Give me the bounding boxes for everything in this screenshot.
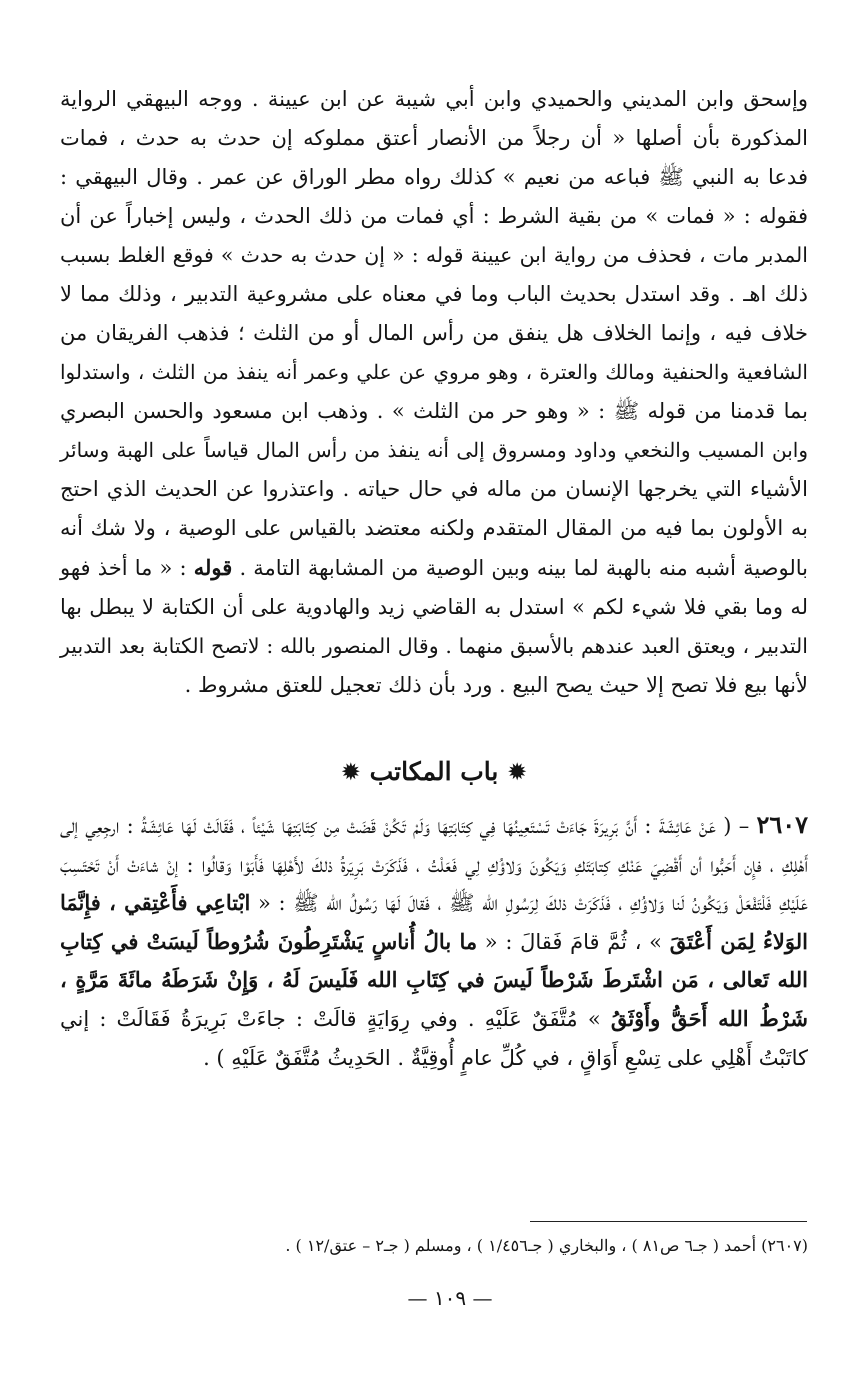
commentary-line: التدبير ، ويعتق العبد عندهم بالأسبق منهما . وقال المنصور بالله : لاتصح الكتابة بعد التدبير	[60, 634, 808, 658]
commentary-line: خلاف فيه ، وإنما الخلاف هل ينفق من رأس المال أو من الثلث ؛ فذهب الفريقان من	[60, 321, 808, 345]
prophetic-saying: ما بالُ أُناسٍ يَشْتَرِطُونَ شُرُوطاً لَيسَتْ في كِتابِ الله تَعالى ، مَن اشْتَرطَ شَرْطاً لَيسَ في كِتَابِ الله فَلَيسَ لَهُ ، وَإِنْ شَرَطَهُ مائَةَ مَرَّةٍ ، شَرْطُ الله أَحَقُّ وأَوْثَقُ	[60, 928, 808, 1031]
chapter-title: باب المكاتب	[369, 757, 499, 786]
footnote-divider	[530, 1221, 807, 1222]
page-number: — ١٠٩ —	[407, 1286, 493, 1310]
qawluhu-label: قوله	[193, 555, 233, 580]
commentary-line: بما قدمنا من قوله ﷺ : « وهو حر من الثلث » . وذهب ابن مسعود والحسن البصري	[60, 399, 808, 423]
chapter-heading	[60, 752, 808, 792]
hadith-narration: » مُتَّفَقٌ عَلَيْهِ . وفي رِوَايَةٍ قالَتْ : جاءَتْ بَرِيرَةُ فَقَالَتْ : إني كاتَبْتُ أَهْلِي على تِسْعِ أَوَاقٍ ، في كُلِّ عامٍ أُوقِيَّةٌ . الحَدِيثُ مُتَّفَقٌ عَلَيْهِ ) .	[60, 1006, 808, 1070]
commentary-line: به الأولون بما فيه من المقال المتقدم ولكنه معتضد بالقياس على الوصية ، ولا شك أنه	[60, 516, 808, 540]
hadith-narration: ( عَنْ عَائِشَةَ : أَنَّ بَرِيرَةَ جَاءَتْ تَسْتَعِينُهَا فِي كِتَابَتِهَا وَلَمْ تَكُنْ قَضَتْ مِن كِتَابَتِهَا شَيْئاً ، فَقَالَتْ لَهَا عَائِشَةُ : ارجِعِي إلى أَهْلِكِ ، فإِن أَحَبُّوا أن أَقْضِيَ عَنْكِ كِتابَتَكِ وَيَكُونَ وَلاؤُكِ لِي فَعَلْتُ ، فَذَكَرَتْ بَرِيَرةُ ذلكَ لأَهْلِهَا فَأَبَوْا وَقالُوا : إنْ شاءَتْ أَنْ تَحْتَسِبَ عَلَيْكِ فَلْتَفْعَلْ وَيَكُونُ لَنا وَلاؤُكِ ، فَذَكَرَتْ ذلكَ لِرَسُولِ الله ﷺ ، فَقالَ لَهَا رَسُولُ الله ﷺ : «	[60, 814, 808, 916]
commentary-line: المدبر مات ، فحذف من رواية ابن عيينة قوله : « إن حدث به حدث » فوقع الغلط بسبب	[60, 243, 808, 267]
prophetic-saying: ابْتاعِي فأَعْتِقي ، فإِنَّمَا الوَلاءُ لِمَن أَعْتَقَ	[60, 890, 808, 954]
commentary-paragraph	[60, 80, 808, 705]
hadith-dash: –	[731, 814, 757, 838]
commentary-line: لأنها بيع فلا تصح إلا حيث يصح البيع . ورد بأن ذلك تعجيل للعتق مشروط .	[184, 673, 808, 697]
commentary-line: ذلك اهـ . وقد استدل بحديث الباب وما في معناه على مشروعية التدبير ، وذلك مما لا	[60, 282, 808, 306]
commentary-line: وابن المسيب والنخعي وداود ومسروق إلى أنه ينفذ من رأس المال قياساً على الهبة وسائر	[60, 438, 808, 462]
commentary-line: فقوله : « فمات » من بقية الشرط : أي فمات من ذلك الحدث ، وليس إخباراً عن أن	[60, 204, 808, 228]
hadith-paragraph	[60, 806, 808, 1077]
commentary-line-text: بالوصية أشبه منه بالهبة لما بينه وبين الوصية من المشابهة التامة .	[239, 556, 808, 580]
commentary-line: الشافعية والحنفية ومالك والعترة ، وهو مروي عن علي وعمر أنه ينفذ من الثلث ، واستدلوا	[60, 360, 808, 384]
commentary-line: له وما بقي فلا شيء لكم » استدل به القاضي زيد والهادوية على أن الكتابة لا يبطل بها	[60, 595, 808, 619]
ornament-star-icon: ✹	[340, 758, 361, 786]
commentary-line	[60, 548, 808, 588]
commentary-line: الأشياء التي يخرجها الإنسان من ماله في حال حياته . واعتذروا عن الحديث الذي احتج	[60, 477, 808, 501]
hadith-text	[60, 806, 808, 1077]
commentary-line: وإسحق وابن المديني والحميدي وابن أبي شيبة عن ابن عيينة . ووجه البيهقي الرواية	[60, 87, 808, 111]
ornament-star-icon: ✹	[507, 758, 528, 786]
hadith-narration: » ، ثُمَّ قامَ فَقالَ : «	[477, 929, 670, 954]
commentary-text	[60, 80, 808, 705]
commentary-line: المذكورة بأن أصلها « أن رجلاً من الأنصار أعتق مملوكه إن حدث به حدث ، فمات	[60, 126, 808, 150]
hadith-number: ٢٦٠٧	[756, 810, 809, 839]
footnote: (٢٦٠٧) أحمد ( جـ٦ ص٨١ ) ، والبخاري ( جـ١/٤٥٦ ) ، ومسلم ( جـ٢ – عتق/١٢ ) .	[285, 1236, 808, 1255]
qawluhu-quote: : « ما أخذ فهو	[60, 556, 194, 580]
commentary-line: فدعا به النبي ﷺ فباعه من نعيم » كذلك رواه مطر الوراق عن عمر . وقال البيهقي :	[60, 165, 808, 189]
